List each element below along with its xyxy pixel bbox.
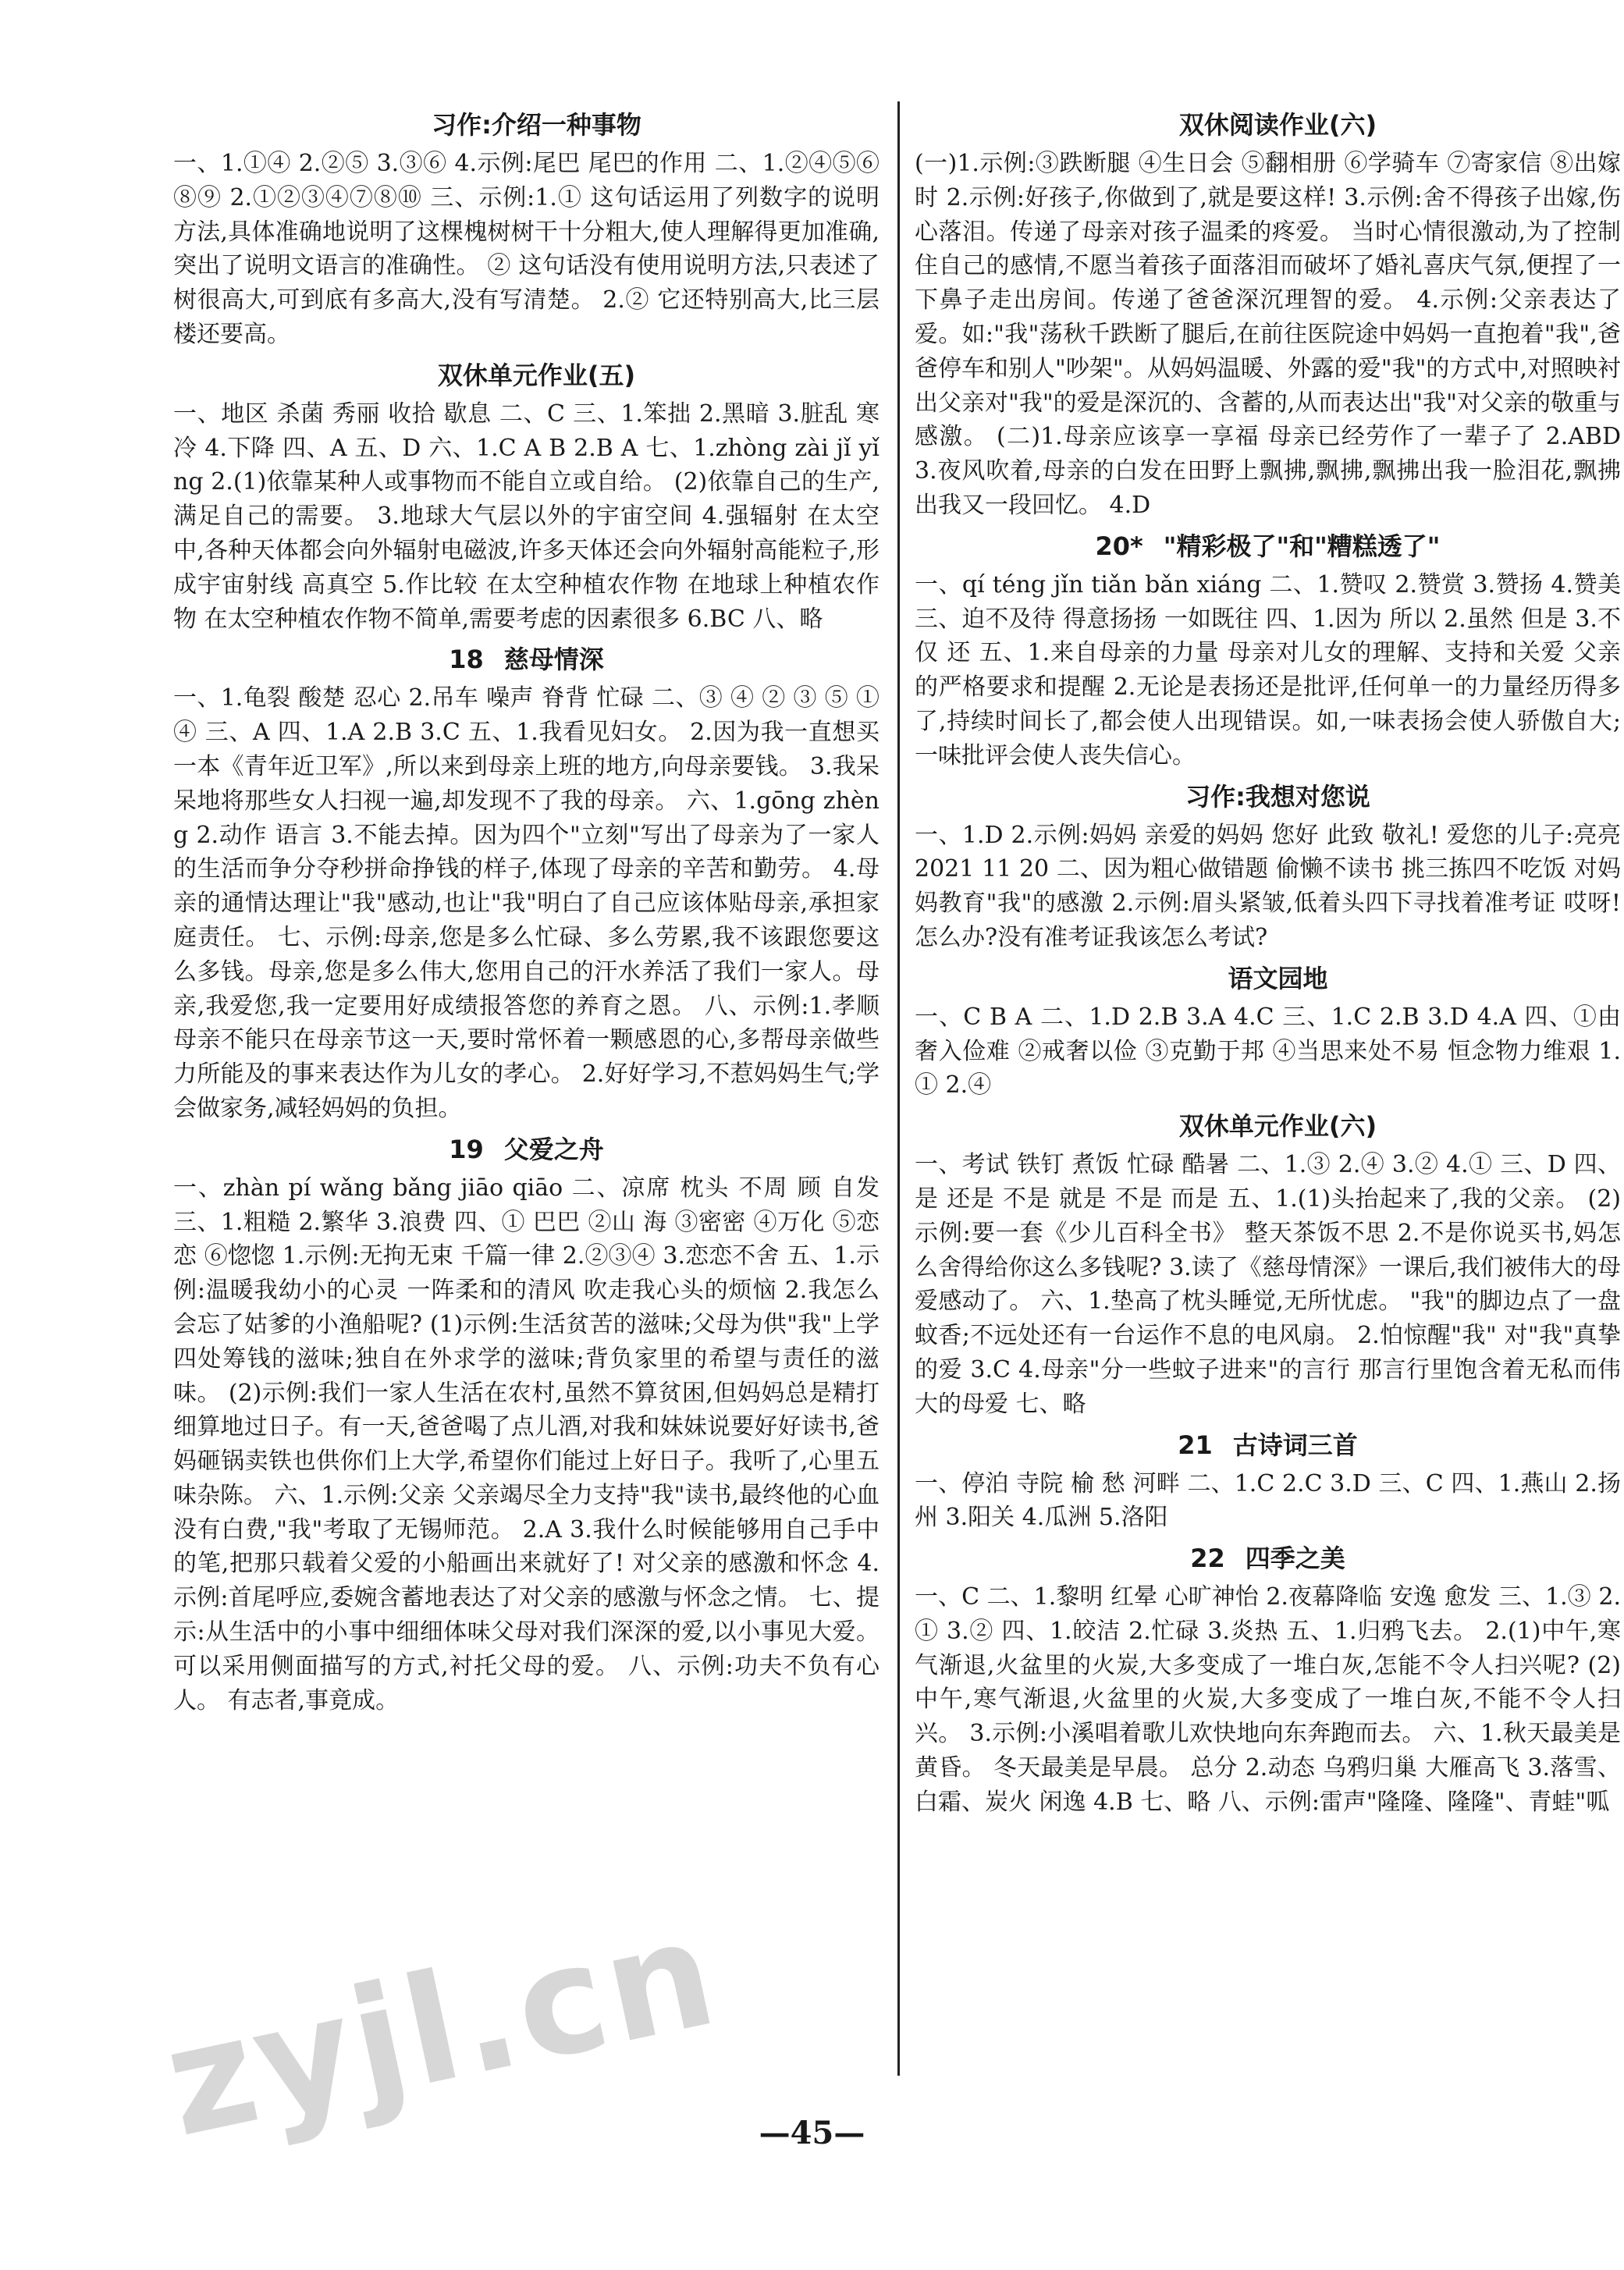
section-title: 双休单元作业(五) (437, 360, 636, 390)
page-number: —45— (759, 2115, 865, 2151)
section-lesson-22 (915, 1541, 1621, 1820)
section-title: 习作:我想对您说 (1185, 781, 1370, 812)
lesson-number: 22 (1190, 1544, 1225, 1574)
section-title: 习作:介绍一种事物 (432, 110, 641, 140)
section-weekend-reading-6 (915, 108, 1621, 523)
section-title: 22 四季之美 (1190, 1544, 1345, 1574)
section-lesson-18 (173, 642, 880, 1125)
section-lesson-21 (915, 1428, 1621, 1536)
answer-text: 一、C B A 二、1.D 2.B 3.A 4.C 三、1.C 2.B 3.D 4.A 四、①由奢入俭难 ②戒奢以俭 ③克勤于邦 ④当思来处不易 恒念物力维艰 1.① 2.④ (915, 1003, 1621, 1099)
section-title: 语文园地 (1228, 963, 1328, 993)
section-lesson-20 (915, 529, 1621, 773)
section-title: 21 古诗词三首 (1178, 1430, 1358, 1460)
section-title: 双休单元作业(六) (1178, 1111, 1377, 1142)
section-title: 18 慈母情深 (449, 645, 604, 675)
section-intro-thing (173, 108, 880, 352)
answer-text: 一、考试 铁钉 煮饭 忙碌 酷暑 二、1.③ 2.④ 3.② 4.① 三、D 四、是 还是 不是 就是 不是 而是 五、1.(1)头抬起来了,我的父亲。 (2)示例:要一套《少儿百科全书》 整天茶饭不思 2.不是你说买书,妈怎么舍得给你这么多钱呢? 3.读了《慈母情深》一课后,我们被伟大的母爱感动了。 六、1.垫高了枕头睡觉,无所忧虑。 "我"的脚边点了一盘蚊香;不远处还有一台运作不息的电风扇。 2.怕惊醒"我" 对"我"真挚的爱 3.C 4.母亲"分一些蚊子进来"的言行 那言行里饱含着无私而伟大的母爱 七、略 (915, 1151, 1621, 1418)
answer-text: 一、1.龟裂 酸楚 忍心 2.吊车 噪声 脊背 忙碌 二、③ ④ ② ③ ⑤ ① ④ 三、A 四、1.A 2.B 3.C 五、1.我看见妇女。 2.因为我一直想买一本《青年近卫军》,所以来到母亲上班的地方,向母亲要钱。 3.我呆呆地将那些女人扫视一遍,却发现不了我的母亲。 六、1.gōng zhèng 2.动作 语言 3.不能去掉。因为四个"立刻"写出了母亲为了一家人的生活而争分夺秒拼命挣钱的样子,体现了母亲的辛苦和勤劳。 4.母亲的通情达理让"我"感动,也让"我"明白了自己应该体贴母亲,承担家庭责任。 七、示例:母亲,您是多么忙碌、多么劳累,我不该跟您要这么多钱。母亲,您是多么伟大,您用自己的汗水养活了我们一家人。母亲,我爱您,我一定要用好成绩报答您的养育之恩。 八、示例:1.孝顺母亲不能只在母亲节这一天,要时常怀着一颗感恩的心,多帮母亲做些力所能及的事来表达作为儿女的孝心。 2.好好学习,不惹妈妈生气;学会做家务,减轻妈妈的负担。 (173, 684, 880, 1122)
column-divider (897, 101, 900, 2076)
answer-text: (一)1.示例:③跌断腿 ④生日会 ⑤翻相册 ⑥学骑车 ⑦寄家信 ⑧出嫁时 2.示例:好孩子,你做到了,就是要这样! 3.示例:舍不得孩子出嫁,伤心落泪。传递了母亲对孩子温柔的疼爱。 当时心情很激动,为了控制住自己的感情,不愿当着孩子面落泪而破坏了婚礼喜庆气氛,便捏了一下鼻子走出房间。传递了爸爸深沉理智的爱。 4.示例:父亲表达了爱。如:"我"荡秋千跌断了腿后,在前往医院途中妈妈一直抱着"我",爸爸停车和别人"吵架"。从妈妈温暖、外露的爱"我"的方式中,对照映衬出父亲对"我"的爱是深沉的、含蓄的,从而表达出"我"对父亲的敬重与感激。 (二)1.母亲应该享一享福 母亲已经劳作了一辈子了 2.ABD 3.夜风吹着,母亲的白发在田野上飘拂,飘拂,飘拂出我一脸泪花,飘拂出我又一段回忆。 4.D (915, 150, 1621, 519)
answer-text: 一、C 二、1.黎明 红晕 心旷神怡 2.夜幕降临 安逸 愈发 三、1.③ 2.① 3.② 四、1.皎洁 2.忙碌 3.炎热 五、1.归鸦飞去。 2.(1)中午,寒气渐退,火盆里的火炭,大多变成了一堆白灰,怎能不令人扫兴呢? (2)中午,寒气渐退,火盆里的火炭,大多变成了一堆白灰,不能不令人扫兴。 3.示例:小溪唱着歌儿欢快地向东奔跑而去。 六、1.秋天最美是黄昏。 冬天最美是早晨。 总分 2.动态 乌鸦归巢 大雁高飞 3.落雪、白霜、炭火 闲逸 4.B 七、略 八、示例:雷声"隆隆、隆隆"、青蛙"呱 (915, 1583, 1621, 1816)
section-lesson-19 (173, 1132, 880, 1718)
answer-text: 一、qí téng jǐn tiǎn bǎn xiáng 二、1.赞叹 2.赞赏 3.赞扬 4.赞美 三、迫不及待 得意扬扬 一如既往 四、1.因为 所以 2.虽然 但是 3.不仅 还 五、1.来自母亲的力量 母亲对儿女的理解、支持和关爱 父亲的严格要求和提醒 2.无论是表扬还是批评,任何单一的力量经历得多了,持续时间长了,都会使人出现错误。如,一味表扬会使人骄傲自大;一味批评会使人丧失信心。 (915, 570, 1621, 769)
right-column (915, 101, 1621, 1820)
lesson-number: 18 (449, 645, 484, 675)
section-title: 双休阅读作业(六) (1178, 110, 1377, 140)
lesson-number: 21 (1178, 1430, 1213, 1460)
left-column (173, 101, 880, 1718)
answer-text: 一、停泊 寺院 榆 愁 河畔 二、1.C 2.C 3.D 三、C 四、1.燕山 2.扬州 3.阳关 4.瓜洲 5.洛阳 (915, 1469, 1621, 1532)
watermark: zyjl.cn (151, 1885, 732, 2170)
answer-text: 一、地区 杀菌 秀丽 收拾 歇息 二、C 三、1.笨拙 2.黑暗 3.脏乱 寒冷 4.下降 四、A 五、D 六、1.C A B 2.B A 七、1.zhòng zài jǐ yǐng 2.(1)依靠某种人或事物而不能自立或自给。 (2)依靠自己的生产,满足自己的需要。 3.地球大气层以外的宇宙空间 4.强辐射 在太空中,各种天体都会向外辐射电磁波,许多天体还会向外辐射高能粒子,形成宇宙射线 高真空 5.作比较 在太空种植农作物 在地球上种植农作物 在太空种植农作物不简单,需要考虑的因素很多 6.BC 八、略 (173, 400, 880, 633)
section-title: 19 父爱之舟 (449, 1134, 604, 1164)
answer-text: 一、1.①④ 2.②⑤ 3.③⑥ 4.示例:尾巴 尾巴的作用 二、1.②④⑤⑥⑧⑨ 2.①②③④⑦⑧⑩ 三、示例:1.① 这句话运用了列数字的说明方法,具体准确地说明了这棵槐树树干十分粗大,使人理解得更加准确,突出了说明文语言的准确性。 ② 这句话没有使用说明方法,只表述了树很高大,可到底有多高大,没有写清楚。 2.② 它还特别高大,比三层楼还要高。 (173, 150, 880, 348)
section-title: 20* "精彩极了"和"糟糕透了" (1095, 531, 1441, 561)
section-weekend-unit-5 (173, 358, 880, 637)
answer-text: 一、zhàn pí wǎng bǎng jiāo qiāo 二、凉席 枕头 不周 顾 自发 三、1.粗糙 2.繁华 3.浪费 四、① 巴巴 ②山 海 ③密密 ④万化 ⑤恋恋 ⑥惚惚 1.示例:无拘无束 千篇一律 2.②③④ 3.恋恋不舍 五、1.示例:温暖我幼小的心灵 一阵柔和的清风 吹走我心头的烦恼 2.我怎么会忘了姑爹的小渔船呢? (1)示例:生活贫苦的滋味;父母为供"我"上学四处筹钱的滋味;独自在外求学的滋味;背负家里的希望与责任的滋味。 (2)示例:我们一家人生活在农村,虽然不算贫困,但妈妈总是精打细算地过日子。有一天,爸爸喝了点儿酒,对我和妹妹说要好好读书,爸妈砸锅卖铁也供你们上大学,希望你们能过上好日子。我听了,心里五味杂陈。 六、1.示例:父亲 父亲竭尽全力支持"我"读书,最终他的心血没有白费,"我"考取了无锡师范。 2.A 3.我什么时候能够用自己手中的笔,把那只载着父爱的小船画出来就好了! 对父亲的感激和怀念 4.示例:首尾呼应,委婉含蓄地表达了对父亲的感激与怀念之情。 七、提示:从生活中的小事中细细体味父母对我们深深的爱,以小事见大爱。可以采用侧面描写的方式,衬托父母的爱。 八、示例:功夫不负有心人。 有志者,事竟成。 (173, 1174, 880, 1714)
answer-text: 一、1.D 2.示例:妈妈 亲爱的妈妈 您好 此致 敬礼! 爱您的儿子:亮亮 2021 11 20 二、因为粗心做错题 偷懒不读书 挑三拣四不吃饭 对妈妈教育"我"的感激 2.示例:眉头紧皱,低着头四下寻找着准考证 哎呀!怎么办?没有准考证我该怎么考试? (915, 821, 1621, 951)
lesson-number: 19 (449, 1134, 484, 1164)
section-writing-to-you (915, 780, 1621, 955)
lesson-number: 20* (1095, 531, 1143, 561)
section-chinese-garden (915, 961, 1621, 1103)
section-weekend-unit-6 (915, 1109, 1621, 1421)
